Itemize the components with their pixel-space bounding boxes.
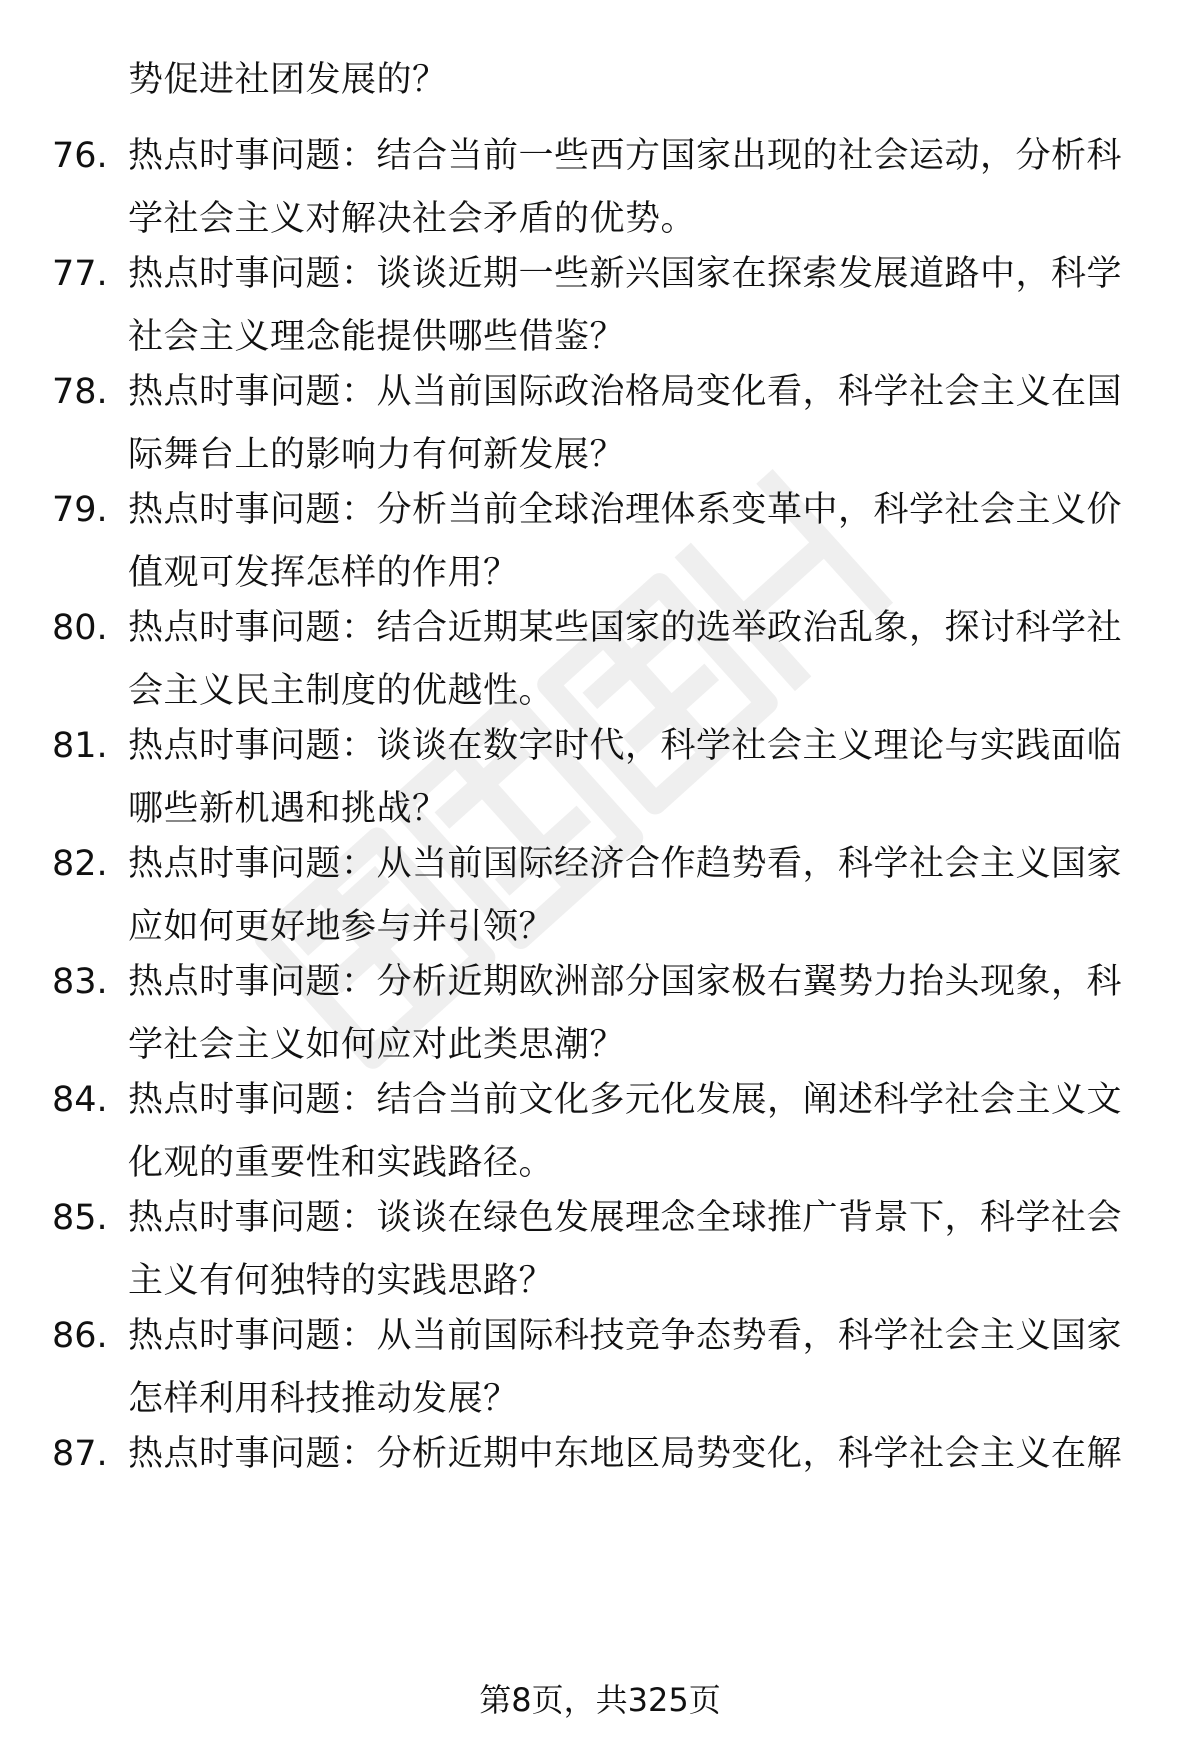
list-item [0, 960, 1200, 1065]
list-item [0, 134, 1200, 239]
item-text: 热点时事问题：从当前国际科技竞争态势看，科学社会主义国家 怎样利用科技推动发展？ [128, 1316, 1123, 1419]
item-text: 热点时事问题：从当前国际经济合作趋势看，科学社会主义国家 应如何更好地参与并引领？ [128, 844, 1123, 947]
item-text: 热点时事问题：谈谈在数字时代，科学社会主义理论与实践面临 哪些新机遇和挑战？ [128, 726, 1123, 829]
item-text: 热点时事问题：结合当前文化多元化发展，阐述科学社会主义文 化观的重要性和实践路径。 [128, 1080, 1123, 1183]
item-text: 热点时事问题：分析当前全球治理体系变革中，科学社会主义价 值观可发挥怎样的作用？ [128, 490, 1123, 593]
item-text: 热点时事问题：分析近期中东地区局势变化，科学社会主义在解 [128, 1434, 1123, 1474]
list-item [0, 724, 1200, 829]
item-text: 热点时事问题：谈谈在绿色发展理念全球推广背景下，科学社会 主义有何独特的实践思路？ [128, 1198, 1123, 1301]
list-item [0, 252, 1200, 357]
item-number: 87. [52, 1434, 108, 1474]
list-item [0, 1314, 1200, 1419]
list-item [0, 1432, 1200, 1532]
item-text: 热点时事问题：结合当前一些西方国家出现的社会运动，分析科 学社会主义对解决社会矛盾的优势。 [128, 136, 1123, 239]
item-text: 热点时事问题：结合近期某些国家的选举政治乱象，探讨科学社 会主义民主制度的优越性。 [128, 608, 1123, 711]
item-number: 84. [52, 1080, 108, 1120]
item-text: 热点时事问题：分析近期欧洲部分国家极右翼势力抬头现象，科 学社会主义如何应对此类思潮？ [128, 962, 1123, 1065]
item-number: 85. [52, 1198, 108, 1238]
page-footer: 第8页，共325页 [479, 1681, 721, 1719]
list-item [0, 1078, 1200, 1183]
item-number: 82. [52, 844, 108, 884]
item-number: 78. [52, 372, 108, 412]
item-text: 热点时事问题：从当前国际政治格局变化看，科学社会主义在国 际舞台上的影响力有何新发展？ [128, 372, 1123, 475]
list-item [0, 488, 1200, 593]
item-number: 81. [52, 726, 108, 766]
item-number: 86. [52, 1316, 108, 1356]
item-number: 77. [52, 254, 108, 294]
list-item [0, 606, 1200, 711]
list-item [0, 1196, 1200, 1301]
list-item [0, 842, 1200, 947]
item-number: 83. [52, 962, 108, 1002]
list-item [0, 370, 1200, 475]
item-number: 80. [52, 608, 108, 648]
continuation-text: 势促进社团发展的？ [128, 60, 448, 100]
item-text: 热点时事问题：谈谈近期一些新兴国家在探索发展道路中，科学 社会主义理念能提供哪些借鉴？ [128, 254, 1123, 357]
item-number: 79. [52, 490, 108, 530]
item-number: 76. [52, 136, 108, 176]
